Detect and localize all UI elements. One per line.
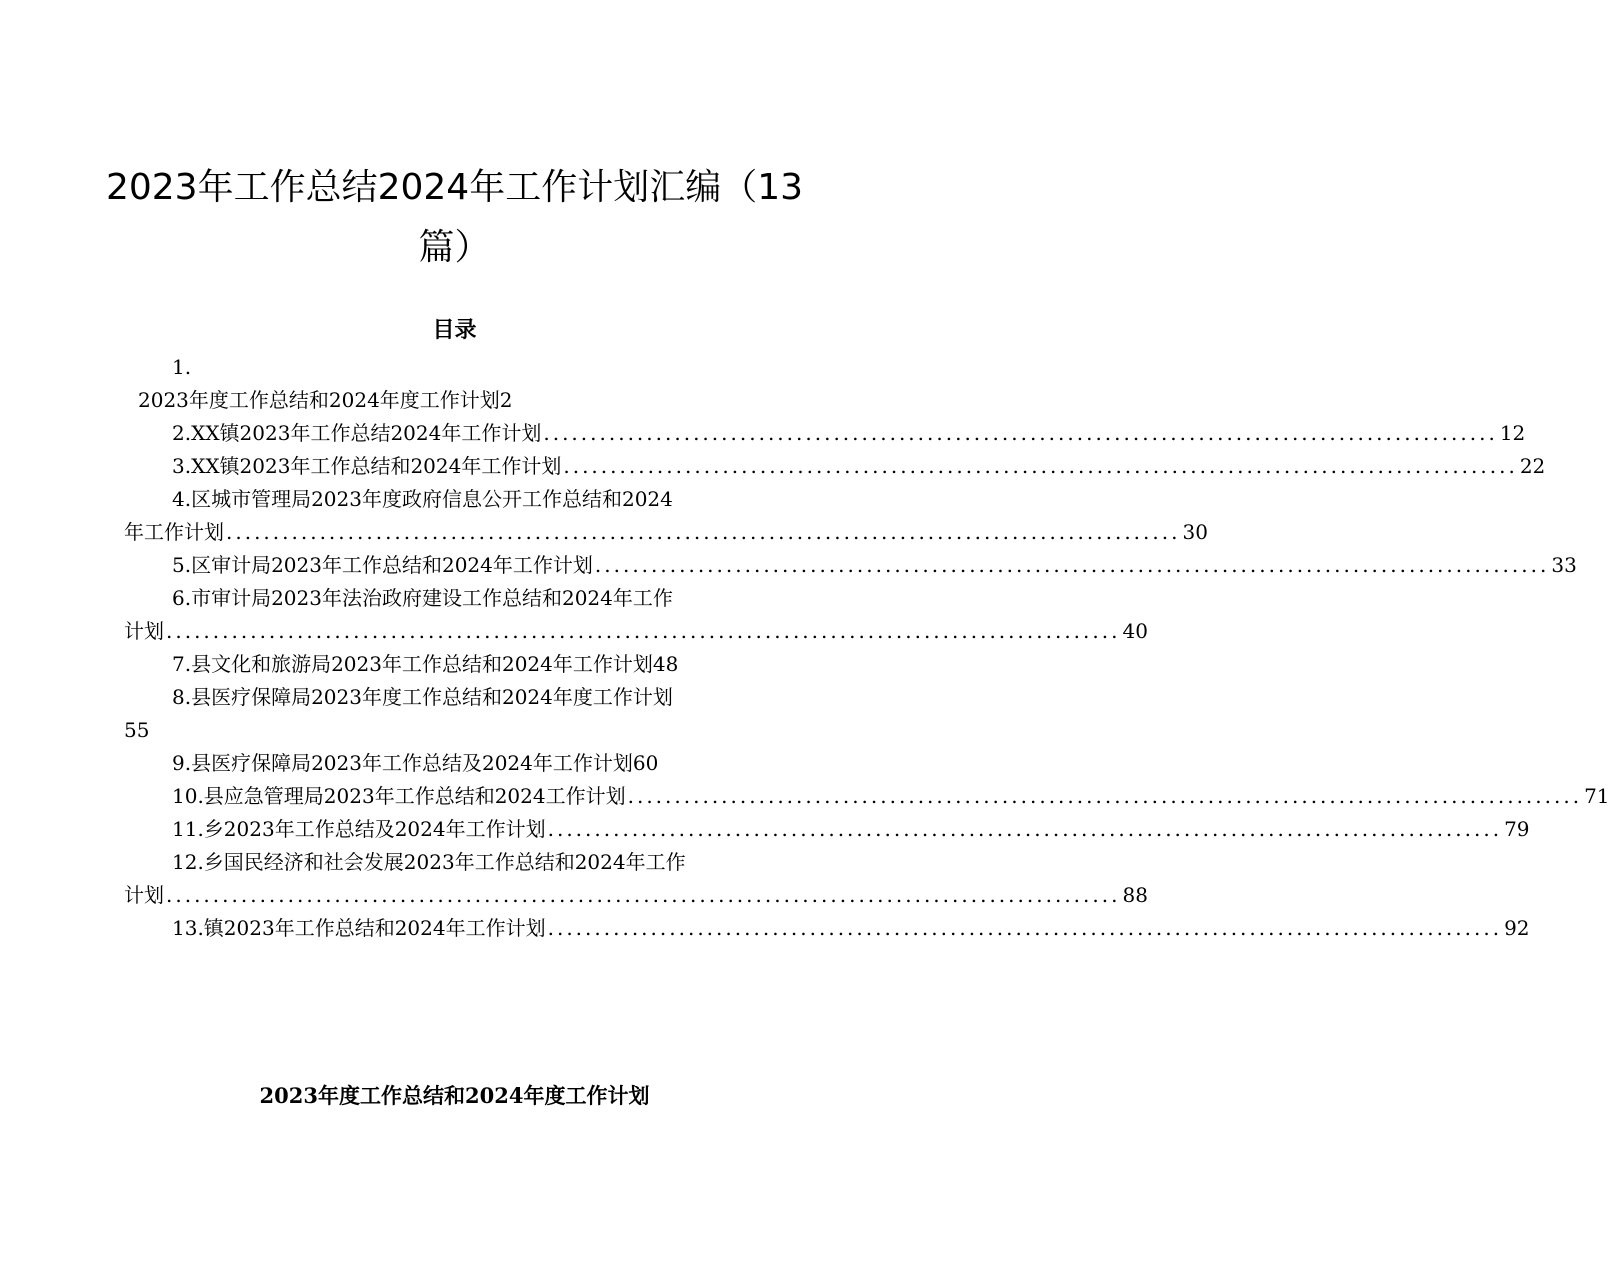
toc-entry-10-title: 10.县应急管理局2023年工作总结和2024工作计划 [172, 784, 626, 808]
toc-entry-4-line-1[interactable]: 4.区城市管理局2023年度政府信息公开工作总结和2024 [172, 487, 673, 511]
toc-entry-11[interactable] [124, 813, 1530, 846]
toc-entry-5-title: 5.区审计局2023年工作总结和2024年工作计划 [172, 553, 593, 577]
toc-entry-2-page: 12 [1499, 421, 1526, 445]
toc-entry-4-line-2[interactable] [124, 516, 1208, 549]
toc-entry-3-page: 22 [1519, 454, 1546, 478]
toc-entry-11-page: 79 [1504, 817, 1530, 841]
toc-entry-10-page: 71 [1584, 784, 1610, 808]
toc-entry-13-title: 13.镇2023年工作总结和2024年工作计划 [172, 916, 546, 940]
toc-entry-11-title: 11.乡2023年工作总结及2024年工作计划 [172, 817, 546, 841]
section-title: 2023年度工作总结和2024年度工作计划 [259, 1083, 650, 1108]
toc-entry-1[interactable]: 2023年度工作总结和2024年度工作计划2 [138, 388, 513, 412]
toc-entry-8-page[interactable]: 55 [124, 718, 150, 742]
toc-entry-7[interactable]: 7.县文化和旅游局2023年工作总结和2024年工作计划48 [172, 652, 679, 676]
toc-leader-dots: ...................................................................................................... [547, 916, 1503, 940]
toc-entry-6-page: 40 [1122, 619, 1148, 643]
document-title: 2023年工作总结2024年工作计划汇编（13篇） [105, 167, 804, 268]
toc-entry-4-title-cont: 年工作计划 [124, 520, 224, 544]
toc-entry-6-line-1[interactable]: 6.市审计局2023年法治政府建设工作总结和2024年工作 [172, 586, 673, 610]
toc-leader-dots: ...................................................................................................... [226, 520, 1181, 544]
toc-entry-4-page: 30 [1182, 520, 1208, 544]
toc-entry-2[interactable] [124, 417, 1526, 450]
toc-entry-3[interactable] [124, 450, 1546, 483]
toc-entry-12-line-1[interactable]: 12.乡国民经济和社会发展2023年工作总结和2024年工作 [172, 850, 686, 874]
toc-leader-dots: ...................................................................................................... [166, 619, 1121, 643]
table-of-contents [124, 351, 1610, 945]
toc-entry-5-page: 33 [1551, 553, 1577, 577]
toc-entry-13[interactable] [124, 912, 1530, 945]
toc-leader-dots: ...................................................................................................... [166, 883, 1121, 907]
toc-heading: 目录 [432, 317, 477, 343]
toc-leader-dots: ...................................................................................................... [563, 454, 1518, 478]
toc-leader-dots: ...................................................................................................... [543, 421, 1498, 445]
toc-entry-6-title-cont: 计划 [124, 619, 164, 643]
toc-entry-13-page: 92 [1504, 916, 1530, 940]
toc-entry-12-line-2[interactable] [124, 879, 1148, 912]
toc-entry-1-number[interactable]: 1. [172, 355, 192, 379]
toc-entry-12-page: 88 [1122, 883, 1148, 907]
toc-leader-dots: ...................................................................................................... [547, 817, 1503, 841]
toc-entry-3-title: 3.XX镇2023年工作总结和2024年工作计划 [172, 454, 562, 478]
toc-entry-8-line-1[interactable]: 8.县医疗保障局2023年度工作总结和2024年度工作计划 [172, 685, 673, 709]
toc-entry-6-line-2[interactable] [124, 615, 1148, 648]
toc-entry-9[interactable]: 9.县医疗保障局2023年工作总结及2024年工作计划60 [172, 751, 659, 775]
toc-entry-10[interactable] [124, 780, 1610, 813]
toc-entry-5[interactable] [124, 549, 1577, 582]
toc-leader-dots: ...................................................................................................... [627, 784, 1583, 808]
toc-entry-2-title: 2.XX镇2023年工作总结2024年工作计划 [172, 421, 542, 445]
toc-entry-12-title-cont: 计划 [124, 883, 164, 907]
toc-leader-dots: ...................................................................................................... [594, 553, 1550, 577]
